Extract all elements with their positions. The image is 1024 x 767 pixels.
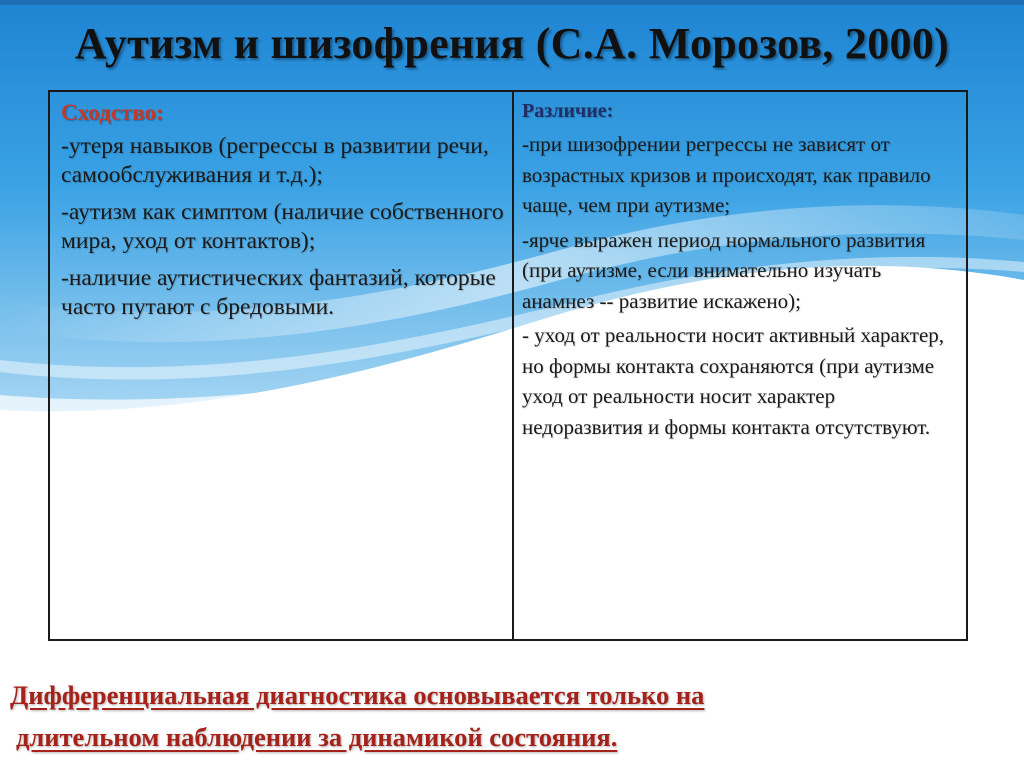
- similarity-item: -наличие аутистических фантазий, которые часто путают с бредовыми.: [61, 265, 496, 320]
- difference-item: - уход от реальности носит активный характер, но формы контакта сохраняются (при аутизме уход от реальности носит характер недоразвития и формы контакта отсутствуют.: [522, 323, 945, 439]
- similarity-item: -аутизм как симптом (наличие собственного мира, уход от контактов);: [61, 199, 504, 254]
- difference-column: [514, 92, 966, 639]
- comparison-table: [48, 90, 968, 641]
- similarity-item: -утеря навыков (регрессы в развитии речи, самообслуживания и т.д.);: [61, 133, 489, 188]
- difference-item: -ярче выражен период нормального развития (при аутизме, если внимательно изучать анамнез -- развитие искажено);: [522, 227, 926, 313]
- conclusion-line-2: длительном наблюдении за динамикой состояния.: [16, 722, 618, 752]
- conclusion-line-1: Дифференциальная диагностика основывается только на: [10, 680, 705, 710]
- similarity-header: Сходство:: [61, 100, 164, 125]
- similarity-column: [50, 92, 514, 639]
- difference-header: Различие:: [522, 100, 614, 122]
- conclusion-text: [10, 674, 1010, 758]
- page-title: Аутизм и шизофрения (С.А. Морозов, 2000): [74, 19, 950, 68]
- difference-item: -при шизофрении регрессы не зависят от возрастных кризов и происходят, как правило чаще, чем при аутизме;: [522, 132, 931, 217]
